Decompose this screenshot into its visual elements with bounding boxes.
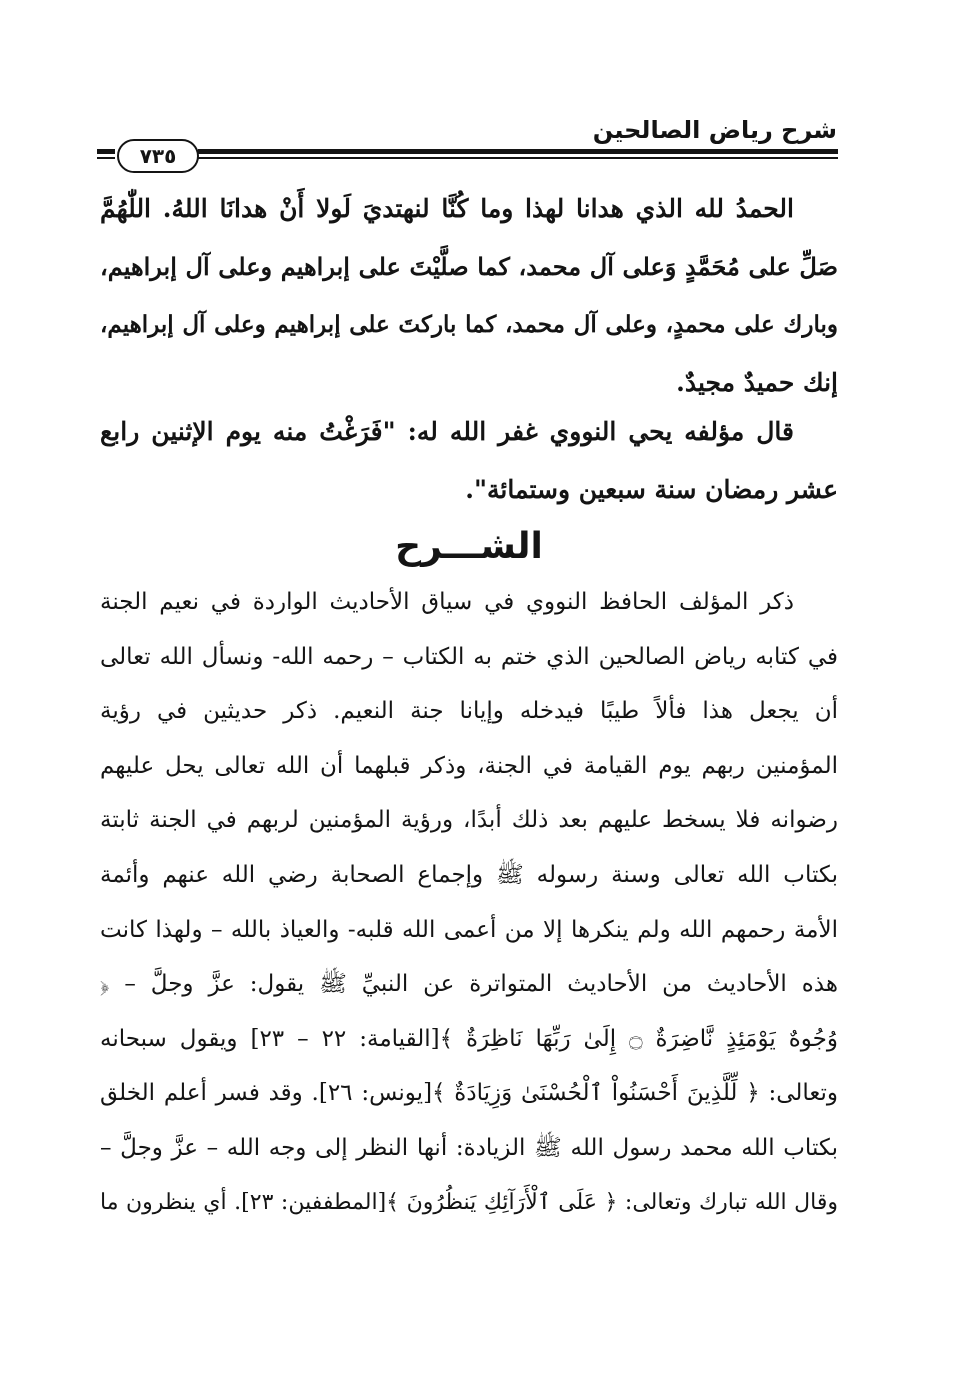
paragraph-line: صَلِّ على مُحَمَّدٍ وَعلى آل محمد، كما صلَّيْتَ على إبراهيم وعلى آل إبراهيم، xyxy=(100,252,838,281)
paragraph-line: بكتاب الله محمد رسول الله ﷺ الزيادة: أنها النظر إلى وجه الله – عزَّ وجلَّ – xyxy=(100,1134,838,1161)
paragraph-line: إنك حميدٌ مجيدٌ. xyxy=(676,368,838,397)
paragraph-line: في كتابه رياض الصالحين الذي ختم به الكتاب – رحمه الله- ونسأل الله تعالى xyxy=(100,643,838,670)
paragraph-line: الأمة رحمهم الله ولم ينكرها إلا من أعمى الله قلبه- والعياذ بالله – ولهذا كانت xyxy=(100,916,838,943)
header-rule-thick xyxy=(198,149,838,154)
paragraph-line: رضوانه فلا يسخط عليهم بعد ذلك أبدًا، ورؤية المؤمنين لربهم في الجنة ثابتة xyxy=(100,807,838,834)
header-rule-left-thick xyxy=(97,149,115,154)
header-rule-thin xyxy=(198,157,838,159)
paragraph-line: هذه الأحاديث من الأحاديث المتواترة عن النبيِّ ﷺ يقول: عزَّ وجلَّ – ﴿ xyxy=(100,971,838,998)
paragraph-line: عشر رمضان سنة سبعين وستمائة". xyxy=(465,475,838,504)
page-number-badge xyxy=(117,139,199,173)
quran-verse-line: وتعالى: ﴿ لِّلَّذِينَ أَحْسَنُواْ ٱلْحُسْنَىٰ وَزِيَادَةٌ ﴾[يونس: ٢٦]. وقد فسر أعلم الخلق xyxy=(100,1080,838,1107)
closing-paragraph xyxy=(100,180,838,412)
author-note xyxy=(100,403,838,519)
paragraph-line: الحمدُ لله الذي هدانا لهذا وما كُنَّا لنهتديَ لَولا أَنْ هدانَا اللهُ. اللّٰهُمَّ xyxy=(100,194,794,223)
paragraph-line: بكتاب الله تعالى وسنة رسوله ﷺ وإجماع الصحابة رضي الله عنهم وأئمة xyxy=(100,861,838,888)
quran-verse-line: وُجُوهٌ يَوْمَئِذٍ نَّاضِرَةٌ ۝ إِلَىٰ رَبِّهَا نَاظِرَةٌ ﴾[القيامة: ٢٢ – ٢٣] ويقول سبحانه xyxy=(100,1025,838,1052)
paragraph-line: قال مؤلفه يحي النووي غفر الله له: "فَرَغْتُ منه يوم الإثنين رابع xyxy=(100,417,794,446)
quran-verse-line: وقال الله تبارك وتعالى: ﴿ عَلَى ٱلْأَرَآئِكِ يَنظُرُونَ ﴾[المطففين: ٢٣]. أي ينظرون ما xyxy=(100,1189,838,1215)
paragraph-line: أن يجعل هذا فألاً طيبًا فيدخله وإيانا جنة النعيم. ذكر حديثين في رؤية xyxy=(100,698,838,725)
commentary-paragraph xyxy=(100,575,838,1230)
page-number: ٧٣٥ xyxy=(139,144,177,168)
paragraph-line: وبارك على محمدٍ، وعلى آل محمد، كما باركتَ على إبراهيم وعلى آل إبراهيم، xyxy=(100,311,838,338)
header-rule-left-thin xyxy=(97,157,115,159)
paragraph-line: المؤمنين ربهم يوم القيامة في الجنة، وذكر قبلهما أن الله تعالى يحل عليهم xyxy=(100,752,838,779)
paragraph-line: ذكر المؤلف الحافظ النووي في سياق الأحاديث الواردة في نعيم الجنة xyxy=(100,589,794,615)
section-heading: الشـــرح xyxy=(395,526,543,567)
running-title: شرح رياض الصالحين xyxy=(592,116,837,144)
